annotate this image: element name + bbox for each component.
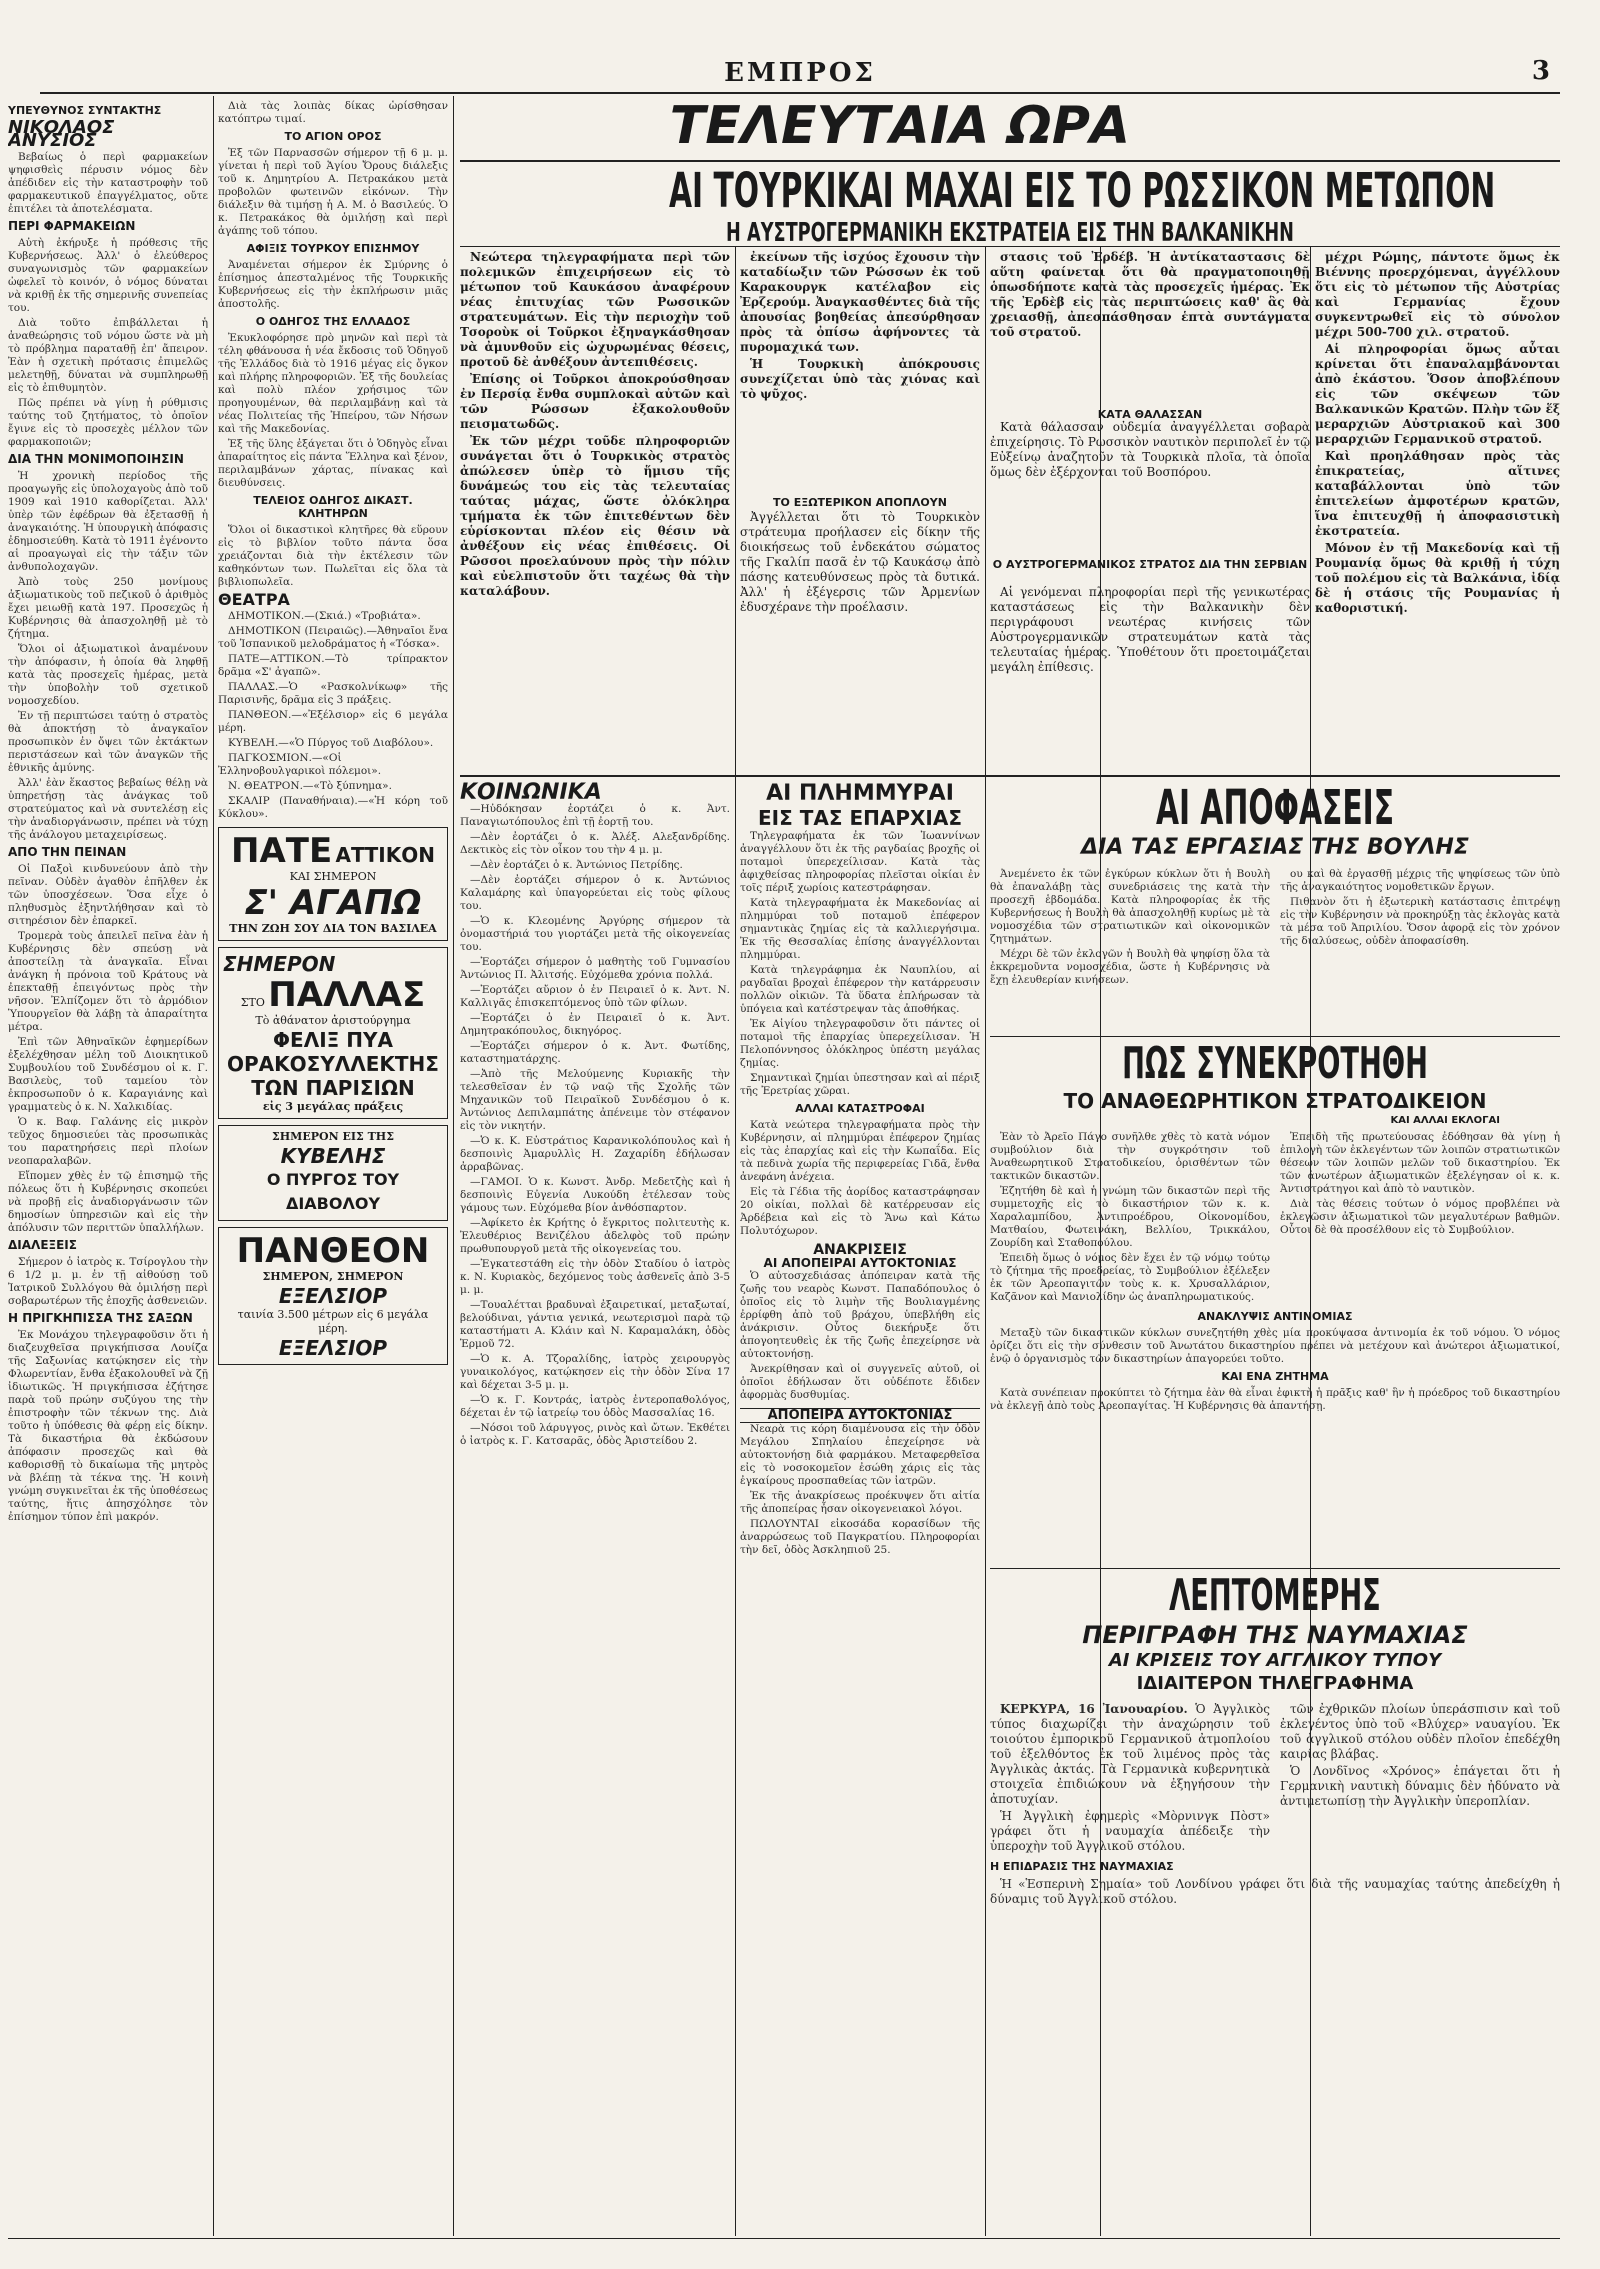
article-text: —Ηὐδόκησαν ἐορτάζει ὁ κ. Ἀντ. Παναγιωτόπουλος ἐπὶ τῇ ἐορτῇ του. —Δὲν ἐορτάζει ὁ κ. Ἀλέξ. Αλεξανδρίδης. Δεκτικὸς εἰς τὸν οἶκον του τὴν 4 μ. μ. —Δὲν ἐορτάζει ὁ κ. Ἀντώνιος Πετρίδης. —Δὲν ἐορτάζει σήμερον ὁ κ. Ἀντώνιος Καλαμάρης καὶ ὑπαγορεύεται εἰς τοὺς φίλους του. —Ὁ κ. Κλεομένης Ἀργύρης σήμερον τὰ ὀνομαστήριά του γιορτάζει μετὰ τῆς οἰκογενείας του. —Ἐορτάζει σήμερον ὁ μαθητὴς τοῦ Γυμνασίου Ἀντώνιος Π. Ἀλιτσής. Εὐχόμεθα χρόνια πολλά. —Ἐορτάζει αὔριον ὁ ἐν Πειραιεῖ ὁ κ. Ἀντ. Ν. Καλλιγᾶς ἐπισκεπτόμενος ὑπὸ τῶν φίλων. —Ἐορτάζει ὁ ἐν Πειραιεῖ ὁ κ. Ἀντ. Δημητρακόπουλος, δικηγόρος. —Ἐορτάζει σήμερον ὁ κ. Ἀντ. Φωτίδης, καταστηματάρχης. —Ἀπὸ τῆς Μελούμενης Κυριακῆς τὴν τελεσθεῖσαν ἐν τῷ ναῷ τῆς Σχολῆς τῶν Μηχανικῶν τοῦ Πειραϊκοῦ Συνδέσμου ὁ κ. Ἀντώνιος Δεπιλαμπάτης ἀπένειμε τὸν στέφανον εἰς τὸν νικητήν. —Ὁ κ. Κ. Εὐστράτιος Καρανικολόπουλος καὶ ἡ δεσποινὶς Ἀμαρυλλὶς Η. Ζαχαρίδη ἐδήλωσαν ἀρραβῶνας. —ΓΑΜΟΙ. Ὁ κ. Κωνστ. Ἀνδρ. Μεδετζὴς καὶ ἡ δεσποινὶς Εὐγενία Λυκούδη ἐτέλεσαν τοὺς γάμους των. Εὐχόμεθα βίον ἀνθόσπαρτον. —Ἀφίκετο ἐκ Κρήτης ὁ ἔγκριτος πολιτευτὴς κ. Ἐλευθέριος Βενιζέλου ἀδελφὸς τοῦ πρώην πρωθυπουργοῦ μετὰ τῆς οἰκογενείας του. —Ἐγκατεστάθη εἰς τὴν ὁδὸν Σταδίου ὁ ἰατρὸς κ. Ν. Κυριακὸς, δεχόμενος τοὺς ἀσθενεῖς ἀπὸ 3-5 μ. μ. —Τουαλέτται βραδυναὶ ἐξαιρετικαί, μεταξωταί, βελούδιναι, γάντια γενικά, νεωτερισμοὶ παρὰ τῷ καταστήματι Α. Κλάιν καὶ Ν. Καραμαλάκη, ὁδὸς Ἑρμοῦ 72. —Ὁ κ. Α. Τζοραλίδης, ἰατρὸς χειρουργὸς γυναικολόγος, κατῴκησεν εἰς τὴν ὁδὸν Σίνα 17 καὶ δέχεται 3-5 μ. μ. —Ὁ κ. Γ. Κοντράς, ἰατρὸς ἐντεροπαθολόγος, δέχεται ἐν τῷ ἰατρείῳ του ὁδὸς Μασσαλίας 16. —Νόσοι τοῦ λάρυγγος, ρινὸς καὶ ὤτων. Ἐκθέτει ὁ ἰατρὸς κ. Γ. Κατσαρᾶς, ὁδὸς Ἀριστείδου 2. (460, 803, 730, 1447)
naval-column (990, 1572, 1560, 2232)
ad-title: ΠΑΤΕ (231, 831, 333, 871)
cinema-ad-attikon (218, 827, 448, 941)
ad-film-title: ΦΕΛΙΞ ΠΥΑ (273, 1028, 393, 1052)
ad-cinema-name: ΑΤΤΙΚΟΝ (335, 843, 435, 867)
ad-sto: ΣΤΟ (240, 996, 265, 1009)
article-text: Ὁ αὐτοσχεδιάσας ἀπόπειραν κατὰ τῆς ζωῆς του νεαρὸς Κωνστ. Παπαδόπουλος ὁ ὁποῖος εἰς τὸ λιμὴν τῆς Βουλιαγμένης ἐρρίφθη ἀπὸ τοῦ βράχου, ὑπεβλήθη εἰς ἀνάκρισιν. Οὗτος διεκήρυξε ὅτι ἀπογοητευθεὶς ἐκ τῆς ζωῆς ἐπεχείρησε νὰ αὐτοκτονήσῃ. Ἀνεκρίθησαν καὶ οἱ συγγενεῖς αὐτοῦ, οἱ ὁποῖοι ἐδήλωσαν ὅτι οὐδέποτε ἔδιδεν ἀφορμὰς δυσθυμίας. (740, 1270, 980, 1401)
section-rule (990, 1036, 1560, 1037)
section-heading: ΤΟ ΕΞΩΤΕΡΙΚΟΝ ΑΠΟΠΛΟΥΝ (773, 496, 947, 509)
article-text: Ἡ χρονικὴ περίοδος τῆς προαγωγῆς εἰς ὑπολοχαγοὺς ἀπὸ τοῦ 1909 καὶ 1910 καθορίζεται. Ἀλλ' ὑπὲρ τῶν ἐφέδρων θὰ ἐξετασθῇ ἡ ἀναγκαιότης. Ἡ ὑπουργικὴ ἀπόφασις ἐδημοσιεύθη. Κατὰ τὸ 1911 ἐγένοντο αἱ προαγωγαὶ εἰς τὴν τάξιν τῶν ἀνθυπολοχαγῶν. Ἀπὸ τοὺς 250 μονίμους ἀξιωματικοὺς τοῦ πεζικοῦ ὁ ἀριθμὸς ἔχει μειωθῇ κατὰ 197. Προσεχῶς ἡ Κυβέρνησις θὰ ἀπασχοληθῇ μὲ τὸ ζήτημα. Ὅλοι οἱ ἀξιωματικοὶ ἀναμένουν τὴν ἀπόφασιν, ἡ ὁποία θὰ ληφθῇ κατὰ τὰς προσεχεῖς ἡμέρας, μετὰ τὴν ὑποβολὴν τοῦ σχετικοῦ νομοσχεδίου. Ἐν τῇ περιπτώσει ταύτῃ ὁ στρατὸς θὰ ἀποκτήσῃ τὸ ἀναγκαῖον προσωπικὸν ἐν ὄψει τῶν ἐκτάκτων περιστάσεων καὶ τῶν ἀναγκῶν τῆς ἐθνικῆς ἀμύνης. Ἀλλ' ἐὰν ἕκαστος βεβαίως θέλῃ νὰ ὑπηρετήσῃ τὰς ἀνάγκας τοῦ στρατεύματος καὶ νὰ συντελέσῃ εἰς τὴν ἀναδιοργάνωσιν, πρέπει νὰ τύχῃ τῆς ἀνάλογου μεταχειρίσεως. (8, 470, 208, 841)
headline-rule (460, 160, 1560, 162)
news-column-2b: Ἀγγέλλεται ὅτι τὸ Τουρκικὸν στράτευμα προήλασεν εἰς δίκην τῆς διοικήσεως τοῦ ἐνδεκάτου σώματος τῆς Γκαλίπ πασᾶ ἐν τῷ Καυκάσῳ ἀπὸ πάσης κατευθύνσεως πρὸς τὰ δυτικά. Ἀλλ' ἡ ἐξέγερσις τῶν Ἀρμενίων ἐδυσχέρανε τὴν προέλασιν. (740, 510, 980, 614)
dateline: ΚΕΡΚΥΡΑ, 16 Ἰανουαρίου. (1000, 1702, 1188, 1716)
article-text: Διὰ τὰς λοιπὰς δίκας ὡρίσθησαν κατόπτρω τιμαί. (218, 100, 448, 125)
section-heading: ΠΕΡΙ ΦΑΡΜΑΚΕΙΩΝ (8, 219, 136, 233)
ad-line: ΚΑΙ ΣΗΜΕΡΟΝ (289, 870, 377, 883)
section-rule (460, 775, 1560, 777)
cinema-ad-pantheon (218, 1227, 448, 1365)
article-text: Κατὰ νεώτερα τηλεγραφήματα πρὸς τὴν Κυβέρνησιν, αἱ πλημμύραι ἐπέφερον ζημίας εἰς τὰς ἐπαρχίας καὶ εἰς τὴν Κωπαΐδα. Εἰς τὰ πεδινὰ χωρία τῆς περιφερείας Γιδᾶ, ἔνθα ἀνεφάνη ἀνέχεια. Εἰς τὰ Γέδια τῆς ἀορίδος καταστράφησαν 20 οἰκίαι, πολλαὶ δὲ κατέρρευσαν εἰς Ἀρδέβεια καὶ εἰς τὸ Ἄνω καὶ Κάτω Πολυτόχωρον. (740, 1119, 980, 1237)
headline-sub: Η ΑΥΣΤΡΟΓΕΡΜΑΝΙΚΗ ΕΚΣΤΡΑΤΕΙΑ ΕΙΣ ΤΗΝ ΒΑΛΚΑΝΙΚΗΝ (726, 220, 1294, 246)
article-text: Νεαρὰ τις κόρη διαμένουσα εἰς τὴν ὁδὸν Μεγάλου Σπηλαίου ἐπεχείρησε νὰ αὐτοκτονήσῃ διὰ φαρμάκου. Μεταφερθεῖσα εἰς τὸ νοσοκομεῖον ἐσώθη χάρις εἰς τὰς ἐγκαίρους προσπαθείας τῶν ἰατρῶν. Ἐκ τῆς ἀνακρίσεως προέκυψεν ὅτι αἰτία τῆς ἀποπείρας ἦσαν οἰκογενειακοὶ λόγοι. ΠΩΛΟΥΝΤΑΙ εἰκοσάδα κορασίδων τῆς ἀναρρώσεως τοῦ Παγκρατίου. Πληροφορίαι τὴν δεῖ, ὁδὸς Ἀσκληπιοῦ 25. (740, 1423, 980, 1556)
byline-label: ΥΠΕΥΘΥΝΟΣ ΣΥΝΤΑΚΤΗΣ (8, 104, 162, 117)
article-text: Μεταξὺ τῶν δικαστικῶν κύκλων συνεζητήθη χθὲς μία προκύψασα ἀντινομία ἐκ τοῦ νόμου. Ὁ νόμος ὁρίζει ὅτι εἰς τὴν σύνθεσιν τοῦ Ἀνωτάτου δικαστηρίου πρέπει νὰ μετέχουν καὶ ἀνώτεροι ἀξιωματικοί, ἐνῷ ὁ ὀργανισμὸς τῶν δικαστηρίων ἀπαγορεύει τοῦτο. (990, 1327, 1560, 1365)
section-heading: Η ΠΡΙΓΚΗΠΙΣΣΑ ΤΗΣ ΣΑΞΩΝ (8, 1311, 193, 1325)
section-small: ΚΑΙ ΑΛΛΑΙ ΕΚΛΟΓΑΙ (1390, 1115, 1500, 1126)
ad-text: ταινία 3.500 μέτρων εἰς 6 μεγάλα μέρη. (237, 1308, 429, 1335)
section-subtitle: ΤΟ ΑΝΑΘΕΩΡΗΤΙΚΟΝ ΣΤΡΑΤΟΔΙΚΕΙΟΝ (1063, 1089, 1487, 1113)
ad-film-title: ΤΩΝ ΠΑΡΙΣΙΩΝ (251, 1076, 415, 1100)
ad-foot: ΕΞΕΛΣΙΟΡ (278, 1336, 388, 1360)
page-number: 3 (1531, 56, 1550, 86)
column-divider (985, 246, 986, 2236)
section-heading: ΚΑΤΑ ΘΑΛΑΣΣΑΝ (1097, 408, 1203, 421)
section-heading: ΑΝΑΚΛΥΨΙΣ ΑΝΤΙΝΟΜΙΑΣ (1197, 1310, 1353, 1323)
article-text: Ἀνεμένετο ἐκ τῶν ἐγκύρων κύκλων ὅτι ἡ Βουλὴ θὰ ἐπαναλάβῃ τὰς συνεδριάσεις της κατὰ τὴν προσεχῆ ἑβδομάδα. Κατὰ πληροφορίας ἐκ τῆς Κυβερνήσεως ἡ Βουλὴ θὰ ἀπασχοληθῇ κυρίως μὲ τὰ νομοσχέδια τῶν στρατιωτικῶν καὶ οἰκονομικῶν ζητημάτων. Μέχρι δὲ τῶν ἐκλογῶν ἡ Βουλὴ θὰ ψηφίσῃ ὅλα τὰ ἐκκρεμοῦντα νομοσχέδια, ὥστε ἡ Κυβέρνησις νὰ ἔχῃ ἐλευθερίαν κινήσεων. (990, 868, 1270, 986)
floods-column (740, 782, 980, 2232)
article-text: Ἐὰν τὸ Ἀρεῖο Πάγο συνῆλθε χθὲς τὸ κατὰ νόμον συμβούλιον διὰ τὴν συγκρότησιν τοῦ Ἀναθεωρητικοῦ Στρατοδικείου, ὁρισθέντων τῶν τακτικῶν δικαστῶν. Ἐζητήθη δὲ καὶ ἡ γνώμη τῶν δικαστῶν περὶ τῆς συμμετοχῆς εἰς τὸ δικαστήριον τῶν κ. κ. Χαραλαμπίδου, Ἀντιπροέδρου, Οἰκονομίδου, Ματθαίου, Φωτεινάκη, Βελλίου, Τρικκάλου, Ζουρίδη καὶ Σταθοπούλου. Ἐπειδὴ ὅμως ὁ νόμος δὲν ἔχει ἐν τῷ νόμῳ τούτῳ τὸ ζήτημα τῆς προεδρείας, τὸ Συμβούλιον ἐξέλεξεν ἐκ τῶν Ἀρεοπαγιτῶν τοὺς κ. κ. Χρυσαλλάριον, Καζᾶνον καὶ Μανιολίδην ὡς ἀναπληρωματικούς. (990, 1131, 1270, 1303)
ad-line: Τὸ ἀθάνατον ἀριστούργημα (255, 1014, 411, 1027)
headline-main: ΑΙ ΤΟΥΡΚΙΚΑΙ ΜΑΧΑΙ ΕΙΣ ΤΟ ΡΩΣΣΙΚΟΝ ΜΕΤΩΠΟΝ (669, 166, 1496, 216)
masthead-rule (40, 92, 1560, 94)
article-text: Σήμερον ὁ ἰατρὸς κ. Τσίρογλου τὴν 6 1/2 μ. μ. ἐν τῇ αἰθούσῃ τοῦ Ἰατρικοῦ Συλλόγου θὰ ὁμιλήσῃ περὶ σοβαρωτέρων τῆς ἐποχῆς ἀσθενειῶν. (8, 1256, 208, 1307)
ad-cinema-name: ΚΥΒΕΛΗΣ (280, 1144, 386, 1168)
article-text: Ἡ «Ἑσπερινὴ Σημαία» τοῦ Λονδίνου γράφει ὅτι διὰ τῆς ναυμαχίας ταύτης ἀπεδείχθη ἡ δύναμις τοῦ Ἀγγλικοῦ στόλου. (990, 1877, 1560, 1906)
theatre-header: ΘΕΑΤΡΑ (218, 590, 290, 609)
headline-rule (460, 246, 1560, 247)
section-title: ΑΝΑΚΡΙΣΕΙΣ (813, 1242, 907, 1258)
headline-top: ΤΕΛΕΥΤΑΙΑ ΩΡΑ (669, 96, 1131, 156)
ad-film-title: Σ' ΑΓΑΠΩ (244, 883, 422, 923)
news-column-3b: Κατὰ θάλασσαν οὐδεμία ἀναγγέλλεται σοβαρὰ ἐπιχείρησις. Τὸ Ρωσσικὸν ναυτικὸν περιπολεῖ ἐν τῷ Εὐξείνῳ ἀναζητοῦν τὰ Τουρκικὰ πλοῖα, τὰ ὁποῖα ὅμως δὲν ἐξέρχονται τοῦ Βοσπόρου. (990, 420, 1310, 479)
article-text: Ἐπειδὴ τῆς πρωτεύουσας ἐδόθησαν θὰ γίνῃ ἡ ἐπιλογὴ τῶν ἐκλεγέντων τῶν λοιπῶν στρατιωτικῶν θέσεων τῶν λοιπῶν μελῶν τοῦ δικαστηρίου. Ἐκ τῶν ἀνωτέρων ἀξιωματικῶν ἐξελέγησαν οἱ κ. κ. Ἀντιστράτηγοι καὶ ἀπὸ τὸ ναυτικὸν. Διὰ τὰς θέσεις τούτων ὁ νόμος προβλέπει νὰ ἐκλεγῶσιν ἀξιωματικοὶ τῶν μεγαλυτέρων βαθμῶν. Οὗτοι δὲ θὰ προσέλθουν εἰς τὸ Συμβούλιον. (1280, 1131, 1560, 1236)
ad-today: ΣΗΜΕΡΟΝ, ΣΗΜΕΡΟΝ (262, 1270, 404, 1283)
ad-film-subtitle: ΤΗΝ ΖΩΗ ΣΟΥ ΔΙΑ ΤΟΝ ΒΑΣΙΛΕΑ (229, 922, 437, 935)
section-title: ΑΙ ΑΠΟΠΕΙΡΑΙ ΑΥΤΟΚΤΟΝΙΑΣ (763, 1256, 957, 1270)
parliament-column (990, 782, 1560, 1032)
article-text: ου καὶ θὰ ἐργασθῇ μέχρις τῆς ψηφίσεως τῶν ὑπὸ τῆς ἀναγκαιότητος νομοθετικῶν ἔργων. Πιθανὸν ὅτι ἡ ἐξωτερικὴ κατάστασις ἐπιτρέψῃ εἰς τὴν Κυβέρνησιν νὰ προκηρύξῃ τὰς ἐκλογὰς κατὰ τὰ μέσα τοῦ Ἀπριλίου. Ὅσον ἀφορᾷ εἰς τὸν χρόνον τῆς διαλύσεως, οὐδὲν ἀποφασίσθη. (1280, 868, 1560, 947)
article-text: Ὅλοι οἱ δικαστικοὶ κλητῆρες θὰ εὕρουν εἰς τὸ βιβλίον τοῦτο πάντα ὅσα χρειάζονται διὰ τὴν ἐκτέλεσιν τῶν καθηκόντων των. Πωλεῖται εἰς ὅλα τὰ βιβλιοπωλεῖα. (218, 524, 448, 588)
cinema-ad-pallas (218, 947, 448, 1119)
ad-today: ΣΗΜΕΡΟΝ (223, 952, 336, 976)
ad-cinema-name: ΠΑΝΘΕΟΝ (236, 1231, 430, 1271)
news-column-1: Νεώτερα τηλεγραφήματα περὶ τῶν πολεμικῶν ἐπιχειρήσεων εἰς τὸ μέτωπον τοῦ Καυκάσου ἀναφέρουν νέας ἐπιτυχίας τῶν Ρωσσικῶν στρατευμάτων. Εἰς τὴν περιοχὴν τοῦ Τσοροὺκ οἱ Τοῦρκοι ἐξηναγκάσθησαν νὰ ἀμυνθοῦν εἰς ὠχυρωμένας θέσεις, προτοῦ δὲ ἀνθέξουν ἀντεπιθέσεις. Ἐπίσης οἱ Τοῦρκοι ἀποκρούσθησαν ἐν Περσίᾳ ἔνθα συμπλοκαὶ αὐτῶν καὶ τῶν Ρώσσων ἐξακολουθοῦν πεισματωδῶς. Ἐκ τῶν μέχρι τοῦδε πληροφοριῶν συνάγεται ὅτι ὁ Τουρκικὸς στρατὸς ἀπώλεσεν ὑπὲρ τὸ ἥμισυ τῆς δυνάμεώς του εἰς τὰς τελευταίας ταύτας μάχας, ὥστε ὀλόκληρα τμήματα ἐκ τῶν ἐπιτεθέντων δὲν εὑρίσκονται πλέον εἰς θέσιν νὰ ἀνθέξουν εἰς νέας ἐπιθέσεις. Οἱ Ρῶσσοι προελαύνουν πρὸς τὴν πόλιν καὶ εὐελπιστοῦν ὅτι ταχέως θὰ τὴν καταλάβουν. (460, 250, 730, 598)
section-title: ΑΙ ΠΛΗΜΜΥΡΑΙ (766, 782, 954, 806)
article-text: Κατὰ συνέπειαν προκύπτει τὸ ζήτημα ἐὰν θὰ εἶναι ἐφικτὴ ἡ πρᾶξις καθ' ἣν ἡ πρόεδρος τοῦ δικαστηρίου νὰ ἐκλεγῇ ἀπὸ τοὺς Ἀρεοπαγίτας. Ἡ Κυβέρνησις θὰ ἀπαντήσῃ. (990, 1387, 1560, 1412)
column-divider (453, 96, 454, 2236)
section-heading: ΔΙΑΛΕΞΕΙΣ (8, 1238, 77, 1252)
section-title: ΑΠΟΠΕΙΡΑ ΑΥΤΟΚΤΟΝΙΑΣ (740, 1408, 980, 1423)
section-title: ΑΙ ΑΠΟΦΑΣΕΙΣ (1155, 782, 1395, 836)
court-column (990, 1040, 1560, 1560)
article-text: Ἐκ Μονάχου τηλεγραφοῦσιν ὅτι ἡ διαζευχθεῖσα πριγκήπισσα Λουίζα τῆς Σαξωνίας κατῴκησεν εἰς τὴν Φλωρεντίαν, ἔνθα ἐξακολουθεῖ νὰ ζῇ ἰδιωτικῶς. Ἡ πριγκήπισσα ἐζήτησε παρὰ τοῦ πρώην συζύγου της τὴν ἐπιστροφὴν τῶν τέκνων της. Διὰ τοῦτο ἡ ὑπόθεσις θὰ φέρῃ εἰς δίκην. Τὰ δικαστήρια θὰ ἐκδώσουν ἀπόφασιν προσεχῶς καὶ θὰ καθορισθῇ τὸ δικαίωμα τῆς μητρὸς νὰ βλέπῃ τὰ τέκνα της. Ἡ κοινὴ γνώμη συγκινεῖται ἐκ τῆς ὑποθέσεως ταύτης, ἥτις ἀπησχόλησε τὸν ἐπίσημον τύπον ἐπὶ μακρόν. (8, 1329, 208, 1523)
article-text: Ἀναμένεται σήμερον ἐκ Σμύρνης ὁ ἐπίσημος ἀπεσταλμένος τῆς Τουρκικῆς Κυβερνήσεως εἰς τὴν ἐκπλήρωσιν μιᾶς ἀποστολῆς. (218, 259, 448, 310)
ad-film-title: ΕΞΕΛΣΙΟΡ (278, 1284, 388, 1308)
article-text: Ἐκυκλοφόρησε πρὸ μηνῶν καὶ περὶ τὰ τέλη φθάνουσα ἡ νέα ἔκδοσις τοῦ Ὁδηγοῦ τῆς Ἑλλάδος διὰ τὸ 1916 μέγας εἰς ὄγκον καὶ πλήρης πληροφοριῶν. Ἐξ τῆς δουλείας καὶ πολὺ πλέον χρήσιμος τῶν προηγουμένων, θὰ περιλαμβάνῃ καὶ τὰ νέας Πολιτείας τῆς Ἠπείρου, τῶν Νήσων καὶ τῆς Μακεδονίας. Ἐξ τῆς ὕλης ἐξάγεται ὅτι ὁ Ὁδηγὸς εἶναι ἀπαραίτητος εἰς πάντα Ἕλληνα καὶ ξένον, περιλαμβάνων χάρτας, πίνακας καὶ διευθύνσεις. (218, 332, 448, 489)
article-text: Τηλεγραφήματα ἐκ τῶν Ἰωαννίνων ἀναγγέλλουν ὅτι ἐκ τῆς ραγδαίας βροχῆς οἱ ποταμοὶ ὑπερεχείλισαν. Κατὰ τὰς ἀφιχθείσας πληροφορίας πλεῖσται οἰκίαι ἐν τοῖς πέριξ χωρίοις κατεστράφησαν. Κατὰ τηλεγραφήματα ἐκ Μακεδονίας αἱ πλημμύραι τοῦ ποταμοῦ ἐπέφερον σημαντικὰς ζημίας εἰς τὰ καλλιεργήσιμα. Ἐκ τῆς Θεσσαλίας ἐπίσης ἀναγγέλλονται πλημμύραι. Κατὰ τηλεγράφημα ἐκ Ναυπλίου, αἱ ραγδαῖαι βροχαὶ ἐπέφερον τὴν κατάρρευσιν πολλῶν οἰκιῶν. Τὰ ὕδατα ἐπλήρωσαν τὰ ὑπόγεια καὶ κατέστρεψαν τὰς ἀποθήκας. Ἐκ Αἰγίου τηλεγραφοῦσιν ὅτι πάντες οἱ ποταμοὶ τῆς ἐπαρχίας ὑπερεχείλισαν. Ἡ Πελοπόννησος ὁλόκληρος ὑπέστη μεγάλας ζημίας. Σημαντικαὶ ζημίαι ὑπεστησαν καὶ αἱ πέριξ τῆς Ἐρετρίας χῶραι. (740, 830, 980, 1097)
section-heading: ΔΙΑ ΤΗΝ ΜΟΝΙΜΟΠΟΙΗΣΙΝ (8, 452, 184, 466)
section-heading: ΑΦΙΞΙΣ ΤΟΥΡΚΟΥ ΕΠΙΣΗΜΟΥ (246, 242, 420, 255)
page-bottom-rule (8, 2238, 1560, 2239)
section-title: ΚΟΙΝΩΝΙΚΑ (460, 782, 602, 805)
section-heading: ΑΛΛΑΙ ΚΑΤΑΣΤΡΟΦΑΙ (795, 1102, 925, 1115)
article-text: Οἱ Παξοὶ κινδυνεύουν ἀπὸ τὴν πεῖναν. Οὐδὲν ἀγαθὸν ἐπῆλθεν ἐκ τῶν ὑποσχέσεων. Ὅσα εἶχε ὁ πληθυσμὸς ἐξηντλήθησαν καὶ τὸ σιτηρέσιον δὲν ἐπαρκεῖ. Τρομερὰ τοὺς ἀπειλεῖ πεῖνα ἐὰν ἡ Κυβέρνησις δὲν σπεύσῃ νὰ ἀποστείλῃ τὰ ἀναγκαῖα. Εἶναι ἀνάγκη ἡ πρόνοια τοῦ Κράτους νὰ ἐπεκταθῇ ἐπειγόντως πρὸς τὴν νῆσον. Ἐλπίζομεν ὅτι τὸ ἁρμόδιον Ὑπουργεῖον θὰ λάβῃ τὰ ἀπαραίτητα μέτρα. Ἐπὶ τῶν Ἀθηναϊκῶν ἐφημερίδων ἐξελέχθησαν μέλη τοῦ Διοικητικοῦ Συμβουλίου τοῦ Συνδέσμου οἱ κ. Γ. Βασιλεὺς, τοῦ ταμείου τὸν ἐκπροσωποῦν ὁ κ. Καραγιάνης καὶ γραμματεὺς ὁ κ. Ν. Χαλκιδίας. Ὁ κ. Βαφ. Γαλάνης εἰς μικρὸν τεῦχος δημοσιεύει τὰς προσωπικὰς του παρατηρήσεις περὶ πλοίων νεοπαραλαβῶν. Εἴπομεν χθὲς ἐν τῷ ἐπισημῷ τῆς πόλεως ὅτι ἡ Κυβέρνησις σκοπεύει νὰ προβῇ εἰς ἀναδιοργάνωσιν τῶν δημοσίων ὑπηρεσιῶν καὶ εἰς τὴν ἀπόλυσιν τῶν περιττῶν ὑπαλλήλων. (8, 863, 208, 1234)
section-heading: ΤΟ ΑΓΙΟΝ ΟΡΟΣ (284, 130, 382, 143)
section-heading: ΤΕΛΕΙΟΣ ΟΔΗΓΟΣ ΔΙΚΑΣΤ. ΚΛΗΤΗΡΩΝ (253, 494, 413, 520)
ad-cinema-name: ΠΑΛΛΑΣ (268, 975, 426, 1015)
column-2 (218, 100, 448, 2230)
article-text: Ἐξ τῶν Παρνασσῶν σήμερον τῇ 6 μ. μ. γίνεται ἡ περὶ τοῦ Ἁγίου Ὄρους διάλεξις τοῦ κ. Δημητρίου Α. Πετρακάκου μετὰ προβολῶν φωτεινῶν εἰκόνων. Τὴν διάλεξιν θὰ τιμήσῃ ἡ Α. Μ. ὁ Βασιλεύς. Ὁ κ. Πετρακάκος θὰ ὁμιλήσῃ καὶ περὶ ἀγάπης τοῦ τόπου. (218, 147, 448, 237)
news-column-3c: Αἱ γενόμεναι πληροφορίαι περὶ τῆς γενικωτέρας καταστάσεως εἰς τὴν Βαλκανικὴν δὲν περιγράφουσι νεωτέρας κινήσεις τῶν Αὐστρογερμανικῶν στρατευμάτων κατὰ τὰς τελευταίας ἡμέρας. Ὑποθέτουν ὅτι προετοιμάζεται μεγάλη ἐπίθεσις. (990, 585, 1310, 674)
news-column-3: στασις τοῦ Ἐρδέβ. Ἡ ἀντίκαταστασις δὲ αὕτη φαίνεται ὅτι θὰ πραγματοποιηθῇ ὁπωσδήποτε κατὰ τὰς προσεχεῖς ἡμέρας. Ἐκ τῆς Ἐρδὲβ εἰς τὰς περιπτώσεις καθ' ἃς θὰ χρειασθῇ, ἀπεσπάσθησαν ἑπτὰ συντάγματα τοῦ στρατοῦ. (990, 250, 1310, 339)
masthead-title: ΕΜΠΡΟΣ (724, 58, 876, 88)
section-subtitle: ΙΔΙΑΙΤΕΡΟΝ ΤΗΛΕΓΡΑΦΗΜΑ (1136, 1673, 1414, 1694)
section-heading: Ο ΟΔΗΓΟΣ ΤΗΣ ΕΛΛΑΔΟΣ (255, 315, 411, 328)
section-subtitle: ΔΙΑ ΤΑΣ ΕΡΓΑΣΙΑΣ ΤΗΣ ΒΟΥΛΗΣ (1081, 835, 1469, 860)
article-text: Αὐτὴ ἐκήρυξε ἡ πρόθεσις τῆς Κυβερνήσεως. Ἀλλ' ὁ ἐλεύθερος συναγωνισμὸς τῶν φαρμακείων ὠφελεῖ τὸ κοινόν, ὁ νόμος δύναται νὰ κριθῇ ἐκ τῆς σημερινῆς συνεπείας του. Διὰ τοῦτο ἐπιβάλλεται ἡ ἀναθεώρησις τοῦ νόμου ὥστε νὰ μὴ τὸ πρόβλημα παραταθῇ ἐπ' ἄπειρον. Ἐὰν ἡ σχετικὴ πρότασις ἐπιμελῶς μελετηθῇ, δύναται νὰ συμπληρωθῇ εἰς τὸ ἐπιθυμητὸν. Πῶς πρέπει νὰ γίνῃ ἡ ρύθμισις ταύτης τοῦ ζητήματος, τὸ ὁποῖον ἔγινε εἰς τὸ προσεχὲς μέλλον τῶν φαρμακοποιῶν; (8, 237, 208, 448)
section-subtitle: ΑΙ ΚΡΙΣΕΙΣ ΤΟΥ ΑΓΓΛΙΚΟΥ ΤΥΠΟΥ (1108, 1650, 1442, 1671)
section-heading: ΑΠΟ ΤΗΝ ΠΕΙΝΑΝ (8, 845, 127, 859)
ad-film-title: Ο ΠΥΡΓΟΣ ΤΟΥ ΔΙΑΒΟΛΟΥ (266, 1170, 400, 1213)
masthead (40, 52, 1560, 92)
section-heading: Ο ΑΥΣΤΡΟΓΕΡΜΑΝΙΚΟΣ ΣΤΡΑΤΟΣ ΔΙΑ ΤΗΝ ΣΕΡΒΙΑΝ (992, 558, 1308, 571)
byline-name: ΝΙΚΟΛΑΟΣ ΑΝΥΣΙΟΣ (8, 117, 115, 151)
news-column-2: ἐκείνων τῆς ἰσχύος ἔχουσιν τὴν καταδίωξιν τῶν Ρώσσων ἐκ τοῦ Καρακουργκ κατέλαβον εἰς Ἐρζερούμ. Ἀναγκασθέντες διὰ τῆς ἀπουσίας βοηθείας ἀπεσύρθησαν πρὸς τὰ ὀπίσω ἀφήνοντες τὰ πυρομαχικά των. Ἡ Τουρκικὴ ἀπόκρουσις συνεχίζεται ὑπὸ τὰς χιόνας καὶ τὸ ψῦχος. (740, 250, 980, 401)
section-title: ΕΙΣ ΤΑΣ ΕΠΑΡΧΙΑΣ (757, 806, 962, 830)
section-heading: ΚΑΙ ΕΝΑ ΖΗΤΗΜΑ (1221, 1370, 1329, 1383)
section-subtitle: ΠΕΡΙΓΡΑΦΗ ΤΗΣ ΝΑΥΜΑΧΙΑΣ (1082, 1621, 1468, 1649)
cinema-ad-kyveli (218, 1125, 448, 1221)
ad-today: ΣΗΜΕΡΟΝ ΕΙΣ ΤΗΣ (272, 1130, 394, 1143)
section-title: ΠΩΣ ΣΥΝΕΚΡΟΤΗΘΗ (1122, 1040, 1428, 1089)
article-text: ΚΕΡΚΥΡΑ, 16 Ἰανουαρίου. Ὁ Ἀγγλικὸς τύπος διαχωρίζει τὴν ἀναχώρησιν τοῦ τοιούτου ἐμπορικοῦ Γερμανικοῦ ἀτμοπλοίου τοῦ ἐξελθόντος ἐκ τοῦ λιμένος πρὸς τὰς Ἀγγλικὰς ἀκτάς. Τὰ Γερμανικὰ κυβερνητικὰ στοιχεῖα ἐπιδιώκουν νὰ ἐξηγήσουν τὴν ἀποτυχίαν. Ἡ Ἀγγλικὴ ἐφημερὶς «Μὸρνινγκ Πὸστ» γράφει ὅτι ἡ ναυμαχία ἀπέδειξε τὴν ὑπεροχὴν τοῦ Ἀγγλικοῦ στόλου. (990, 1702, 1270, 1853)
section-heading: Η ΕΠΙΔΡΑΣΙΣ ΤΗΣ ΝΑΥΜΑΧΙΑΣ (990, 1860, 1174, 1873)
column-1 (8, 100, 208, 2230)
section-rule (990, 1568, 1560, 1569)
column-divider (735, 246, 736, 2236)
theatre-listings: ΔΗΜΟΤΙΚΟΝ.—(Σκιά.) «Τροβιάτα». ΔΗΜΟΤΙΚΟΝ (Πειραιῶς).—Ἀθηναῖοι ἔνα τοῦ Ἰσπανικοῦ μελοδράματος ἡ «Τόσκα». ΠΑΤΕ—ΑΤΤΙΚΟΝ.—Τὸ τρίπρακτον δρᾶμα «Σ' ἀγαπῶ». ΠΑΛΛΑΣ.—Ὁ «Ρασκολνίκωφ» τῆς Παρισινῆς, δρᾶμα εἰς 3 πράξεις. ΠΑΝΘΕΟΝ.—«Ἐξέλσιορ» εἰς 6 μεγάλα μέρη. ΚΥΒΕΛΗ.—«Ὁ Πύργος τοῦ Διαβόλου». ΠΑΓΚΟΣΜΙΟΝ.—«Οἱ Ἐλληνοβουλγαρικοὶ πόλεμοι». Ν. ΘΕΑΤΡΟΝ.—«Τὸ ξύπνημα». ΣΚΑΛΙΡ (Παναθήναια).—«Ἡ κόρη τοῦ Κύκλου». (218, 610, 448, 820)
section-title: ΛΕΠΤΟΜΕΡΗΣ (1169, 1572, 1381, 1621)
social-column (460, 782, 730, 2232)
column-divider (213, 96, 214, 2236)
article-text: Βεβαίως ὁ περὶ φαρμακείων ψηφισθεὶς πέρυσιν νόμος δὲν ἀπέδιδεν εἰς τὴν καταστροφὴν τοῦ φαρμακευτικοῦ ἐπαγγέλματος, οὔτε ἐπιτέλει τὰ ἀποτελέσματα. (8, 151, 208, 215)
ad-foot: εἰς 3 μεγάλας πράξεις (262, 1100, 404, 1113)
news-column-4: μέχρι Ρώμης, πάντοτε ὅμως ἐκ Βιέννης προερχόμεναι, ἀγγέλλουν ὅτι εἰς τὸ μέτωπον τῆς Αὐστρίας καὶ Γερμανίας ἔχουν συγκεντρωθεῖ εἰς τὸ σύνολον μέχρι 500-700 χιλ. στρατοῦ. Αἱ πληροφορίαι ὅμως αὗται κρίνεται ὅτι ἐπαναλαμβάνονται ἀπὸ ἑκάστου. Ὅσον ἀποβλέπουν εἰς τῶν σκέψεων τῶν Βαλκανικῶν Κρατῶν. Πλὴν τῶν ἕξ μεραρχιῶν Αὐστριακοῦ καὶ 300 μεραρχιῶν Γερμανικοῦ στρατοῦ. Καὶ προηλάθησαν πρὸς τὰς ἐπικρατείας, αἵτινες καταβάλλονται ὑπὸ τῶν ἐπιτελείων ἀμφοτέρων κρατῶν, ἵνα ἐπιτευχθῇ ἡ ἀποφασιστικὴ ἐκστρατεία. Μόνον ἐν τῇ Μακεδονίᾳ καὶ τῇ Ρουμανίᾳ ὅμως θὰ κριθῇ ἡ τύχη τοῦ πολέμου εἰς τὰ Βαλκάνια, ἰδίᾳ δὲ ἡ στάσις τῆς Ρουμανίας ἡ καθοριστική. (1315, 250, 1560, 615)
ad-film-title: ΟΡΑΚΟΣΥΛΛΕΚΤΗΣ (227, 1052, 439, 1076)
article-text: τῶν ἐχθρικῶν πλοίων ὑπεράσπισιν καὶ τοῦ ἐκλεγέντος ὑπὸ τοῦ «Βλύχερ» ναυαγίου. Ἐκ τοῦ ἀγγλικοῦ στόλου οὐδὲν πλοῖον ἐπεδέχθη καιρίας βλάβας. Ὁ Λονδῖνος «Χρόνος» ἐπάγεται ὅτι ἡ Γερμανικὴ ναυτικὴ δύναμις δὲν ἠδύνατο νὰ ἀντιμετωπίσῃ τὴν Ἀγγλικὴν ὑπεροπλίαν. (1280, 1702, 1560, 1808)
